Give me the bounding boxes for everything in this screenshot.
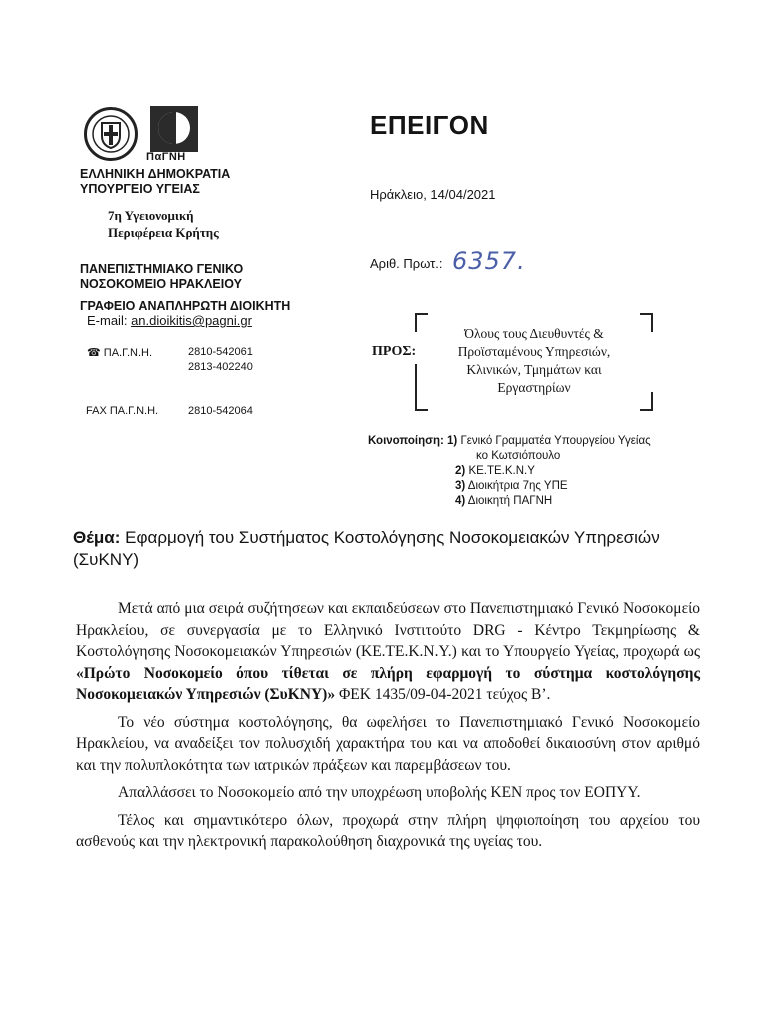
protocol-number: 6357. bbox=[452, 247, 526, 275]
fax-label: FAX ΠΑ.Γ.Ν.Η. bbox=[86, 405, 159, 417]
fax-number: 2810-542064 bbox=[188, 405, 253, 417]
hospital-logo-caption: ΠαΓΝΗ bbox=[146, 151, 186, 163]
region-line-2: Περιφέρεια Κρήτης bbox=[108, 225, 219, 240]
cc-item: Διοικητή ΠΑΓΝΗ bbox=[467, 495, 553, 507]
email-link[interactable]: an.dioikitis@pagni.gr bbox=[131, 313, 252, 328]
cc-item: κο Κωτσιόπουλο bbox=[476, 450, 561, 462]
email-line bbox=[87, 313, 252, 328]
urgent-heading: ΕΠΕΙΓΟΝ bbox=[370, 110, 489, 140]
ministry-name: ΥΠΟΥΡΓΕΙΟ ΥΓΕΙΑΣ bbox=[80, 182, 200, 196]
body-text: Μετά από μια σειρά συζήτησεων και εκπαιδεύσεων στο Πανεπιστημιακό Γενικό Νοσοκομείο Ηρακλείου, σε συνεργασία με το Ελληνικό Ινστιτούτο DRG - Κέντρο Τεκμηρίωσης & Κοστολόγησης Νοσοκομειακών Υπηρεσιών (ΚΕ.ΤΕ.Κ.Ν.Υ.) και το Υπουργείο Υγείας, προχωρά ως bbox=[76, 600, 700, 660]
cc-item-number: 3) bbox=[455, 480, 466, 492]
recipient-line-4: Εργαστηρίων bbox=[497, 380, 571, 395]
region-line-1: 7η Υγειονομική bbox=[108, 208, 194, 223]
office-name: ΓΡΑΦΕΙΟ ΑΝΑΠΛΗΡΩΤΗ ΔΙΟΙΚΗΤΗ bbox=[80, 299, 291, 313]
country-name: ΕΛΛΗΝΙΚΗ ΔΗΜΟΚΡΑΤΙΑ bbox=[80, 167, 231, 181]
letter-body bbox=[76, 598, 700, 859]
cc-label: Κοινοποίηση: bbox=[368, 435, 444, 447]
cc-item-number: 4) bbox=[455, 495, 466, 507]
recipient-line-3: Κλινικών, Τμημάτων και bbox=[466, 362, 602, 377]
email-label: E-mail: bbox=[87, 313, 132, 328]
phone-number-1: 2810-542061 bbox=[188, 346, 253, 358]
hospital-name-line-2: ΝΟΣΟΚΟΜΕΙΟ ΗΡΑΚΛΕΙΟΥ bbox=[80, 277, 242, 291]
cc-item-number: 2) bbox=[455, 465, 466, 477]
body-paragraph-2: Το νέο σύστημα κοστολόγησης, θα ωφελήσει το Πανεπιστημιακό Γενικό Νοσοκομείο Ηρακλείου, να αναδείξει τον πολυσχιδή χαρακτήρα του και να αποδοθεί δικαιοσύνη στον αριθμό και την πολυπλοκότητα των ιατρικών πράξεων και παρεμβάσεων του. bbox=[76, 713, 700, 774]
cc-block bbox=[368, 434, 651, 509]
phone-label: ☎ ΠΑ.Γ.Ν.Η. bbox=[87, 347, 153, 359]
subject-line bbox=[73, 527, 713, 571]
phone-number-2: 2813-402240 bbox=[188, 361, 253, 373]
body-bold-text: «Πρώτο Νοσοκομείο όπου τίθεται σε πλήρη εφαρμογή το σύστημα κοστολόγησης Νοσοκομειακών Υπηρεσιών (ΣυΚΝΥ)» bbox=[76, 664, 700, 703]
body-paragraph-1 bbox=[76, 598, 700, 706]
greek-coat-of-arms-icon bbox=[84, 107, 138, 161]
cc-item: ΚΕ.ΤΕ.Κ.Ν.Υ bbox=[468, 465, 535, 477]
recipient-line-1: Όλους τους Διευθυντές & bbox=[464, 326, 604, 341]
body-text: ΦΕΚ 1435/09-04-2021 τεύχος Β’. bbox=[335, 686, 551, 703]
recipients-box bbox=[414, 312, 654, 412]
subject-text: Εφαρμογή του Συστήματος Κοστολόγησης Νοσοκομειακών Υπηρεσιών (ΣυΚΝΥ) bbox=[73, 528, 660, 569]
recipients-label: ΠΡΟΣ: bbox=[372, 344, 417, 359]
hospital-logo-icon bbox=[150, 106, 198, 152]
body-paragraph-4: Τέλος και σημαντικότερο όλων, προχωρά στην πλήρη ψηφιοποίηση του αρχείου του ασθενούς και την ηλεκτρονική παρακολούθηση διαχρονικά της υγείας του. bbox=[76, 811, 700, 850]
cc-item: Διοικήτρια 7ης ΥΠΕ bbox=[467, 480, 568, 492]
document-date: Ηράκλειο, 14/04/2021 bbox=[370, 187, 496, 202]
hospital-name-line-1: ΠΑΝΕΠΙΣΤΗΜΙΑΚΟ ΓΕΝΙΚΟ bbox=[80, 262, 244, 276]
recipient-line-2: Προϊσταμένους Υπηρεσιών, bbox=[457, 344, 611, 359]
cc-item-number: 1) bbox=[447, 435, 458, 447]
body-paragraph-3: Απαλλάσσει το Νοσοκομείο από την υποχρέωση υποβολής ΚΕΝ προς τον ΕΟΠΥΥ. bbox=[118, 784, 641, 801]
subject-label: Θέμα: bbox=[73, 528, 121, 547]
cc-item: Γενικό Γραμματέα Υπουργείου Υγείας bbox=[460, 435, 651, 447]
protocol-label: Αριθ. Πρωτ.: bbox=[370, 256, 443, 271]
